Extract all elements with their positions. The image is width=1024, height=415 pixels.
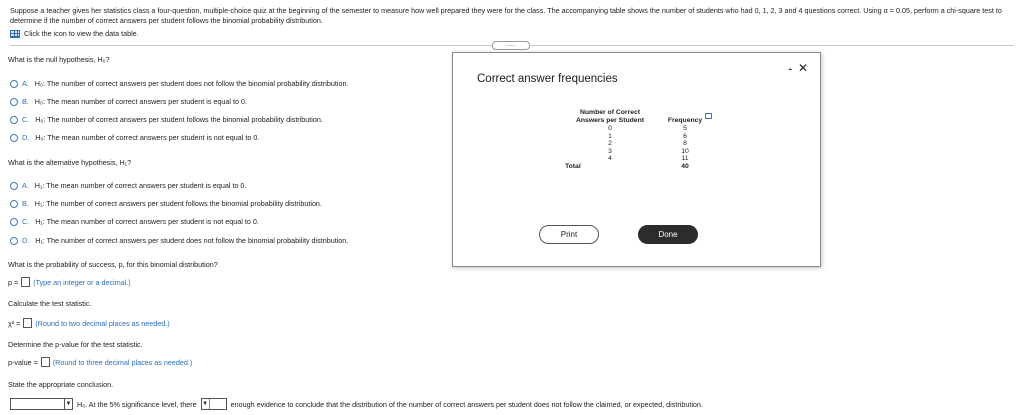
radio-button[interactable] — [10, 80, 18, 88]
table-row — [565, 125, 715, 133]
option-text: H₁: The mean number of correct answers per student is not equal to 0. — [35, 217, 259, 226]
p-value-label: p-value = — [8, 357, 38, 367]
frequency-table — [565, 109, 715, 170]
reject-dropdown-arrow[interactable] — [64, 398, 73, 410]
dialog-title: Correct answer frequencies — [477, 73, 618, 85]
view-data-table-label: Click the icon to view the data table. — [24, 29, 139, 38]
p-label: p = — [8, 277, 19, 287]
table-total-row — [565, 163, 715, 170]
evidence-select[interactable] — [201, 398, 227, 410]
column-header-line: Answers per Student — [576, 117, 644, 124]
null-hypothesis-question: What is the null hypothesis, H₀? — [8, 55, 110, 64]
conclusion-question: State the appropriate conclusion. — [8, 380, 114, 389]
cell-correct: 4 — [608, 155, 612, 162]
radio-button[interactable] — [10, 116, 18, 124]
done-button[interactable]: Done — [638, 225, 698, 244]
option-letter: D. — [22, 236, 30, 245]
option-text: H₀: The number of correct answers per student follows the binomial probability distribution. — [35, 115, 323, 124]
close-icon[interactable]: ✕ — [797, 61, 808, 75]
null-option-a[interactable] — [10, 79, 348, 88]
cell-correct: 2 — [608, 140, 612, 147]
conclusion-text-2: enough evidence to conclude that the distribution of the number of correct answers per student does not follow the claimed, or expected, distribution. — [230, 399, 703, 409]
radio-button[interactable] — [10, 218, 18, 226]
alt-option-b[interactable] — [10, 199, 322, 208]
chi-square-hint: (Round to two decimal places as needed.) — [35, 318, 170, 328]
null-option-d[interactable] — [10, 133, 259, 142]
problem-statement: Suppose a teacher gives her statistics class a four-question, multiple-choice quiz at the beginning of the semester to measure how well prepared they were for the class. The accompanying table shows the number of students who had 0, 1, 2, 3 and 4 questions correct. Using α = 0.05, perform a chi-square test to determine if the number of correct answers per student follows the binomial probability distribution. — [10, 6, 1002, 25]
conclusion-text-1: H₀. At the 5% significance level, there — [77, 399, 197, 409]
cell-correct: 1 — [608, 132, 612, 140]
null-option-b[interactable] — [10, 97, 247, 106]
cell-frequency: 5 — [683, 125, 687, 132]
p-hint: (Type an integer or a decimal.) — [33, 277, 131, 287]
total-label: Total — [565, 162, 581, 170]
probability-question: What is the probability of success, p, for this binomial distribution? — [8, 260, 218, 269]
option-text: H₀: The number of correct answers per student does not follow the binomial probability distribution. — [34, 79, 349, 88]
chi-square-answer-row — [8, 318, 170, 328]
p-input[interactable] — [21, 277, 30, 287]
print-button[interactable]: Print — [539, 225, 599, 244]
table-header — [565, 109, 715, 125]
column-header-line: Number of Correct — [579, 109, 641, 116]
alt-option-d[interactable] — [10, 236, 348, 245]
option-letter: A. — [22, 79, 29, 88]
cell-frequency: 10 — [681, 147, 689, 155]
alt-option-a[interactable] — [10, 181, 246, 190]
p-value-hint: (Round to three decimal places as needed.) — [52, 357, 193, 367]
table-icon[interactable] — [10, 30, 20, 38]
table-row — [565, 155, 715, 163]
radio-button[interactable] — [10, 182, 18, 190]
radio-button[interactable] — [10, 237, 18, 245]
null-option-c[interactable] — [10, 115, 323, 124]
p-answer-row — [8, 277, 131, 287]
cell-correct: 3 — [608, 147, 612, 155]
p-value-input[interactable] — [41, 357, 50, 367]
radio-button[interactable] — [10, 200, 18, 208]
option-letter: B. — [22, 97, 29, 106]
cell-frequency: 8 — [683, 140, 687, 147]
chi-square-label: χ² = — [8, 318, 21, 328]
table-row — [565, 140, 715, 148]
radio-button[interactable] — [10, 134, 18, 142]
cell-frequency: 11 — [681, 155, 689, 162]
option-text: H₁: The mean number of correct answers per student is equal to 0. — [34, 181, 247, 190]
option-letter: A. — [22, 181, 29, 190]
p-value-question: Determine the p-value for the test statistic. — [8, 340, 143, 349]
chevron-down-icon: ▼ — [65, 401, 72, 407]
option-text: H₀: The mean number of correct answers per student is not equal to 0. — [35, 133, 260, 142]
cell-frequency: 6 — [683, 132, 687, 140]
data-table-dialog — [452, 52, 821, 267]
table-row — [565, 133, 715, 141]
alt-option-c[interactable] — [10, 217, 259, 226]
view-data-table-link[interactable] — [10, 29, 139, 38]
expand-toggle-button[interactable]: ...... — [492, 41, 530, 50]
alt-hypothesis-question: What is the alternative hypothesis, H₁? — [8, 158, 132, 167]
option-text: H₁: The number of correct answers per student does not follow the binomial probability distribution. — [35, 236, 349, 245]
option-text: H₀: The mean number of correct answers per student is equal to 0. — [34, 97, 247, 106]
test-statistic-question: Calculate the test statistic. — [8, 299, 92, 308]
option-letter: C. — [22, 217, 30, 226]
chevron-down-icon: ▼ — [202, 401, 209, 407]
conclusion-row — [10, 398, 703, 410]
reject-decision-select[interactable] — [10, 398, 68, 410]
column-header-frequency: Frequency — [667, 117, 703, 124]
p-value-answer-row — [8, 357, 192, 367]
cell-correct: 0 — [608, 125, 612, 132]
column-header-correct — [565, 109, 655, 125]
option-text: H₁: The number of correct answers per student follows the binomial probability distribution. — [34, 199, 322, 208]
minimize-icon[interactable]: - — [788, 64, 792, 75]
option-letter: D. — [22, 133, 30, 142]
chi-square-input[interactable] — [23, 318, 32, 328]
option-letter: C. — [22, 115, 30, 124]
radio-button[interactable] — [10, 98, 18, 106]
total-value: 40 — [681, 162, 689, 170]
option-letter: B. — [22, 199, 29, 208]
table-row — [565, 148, 715, 156]
